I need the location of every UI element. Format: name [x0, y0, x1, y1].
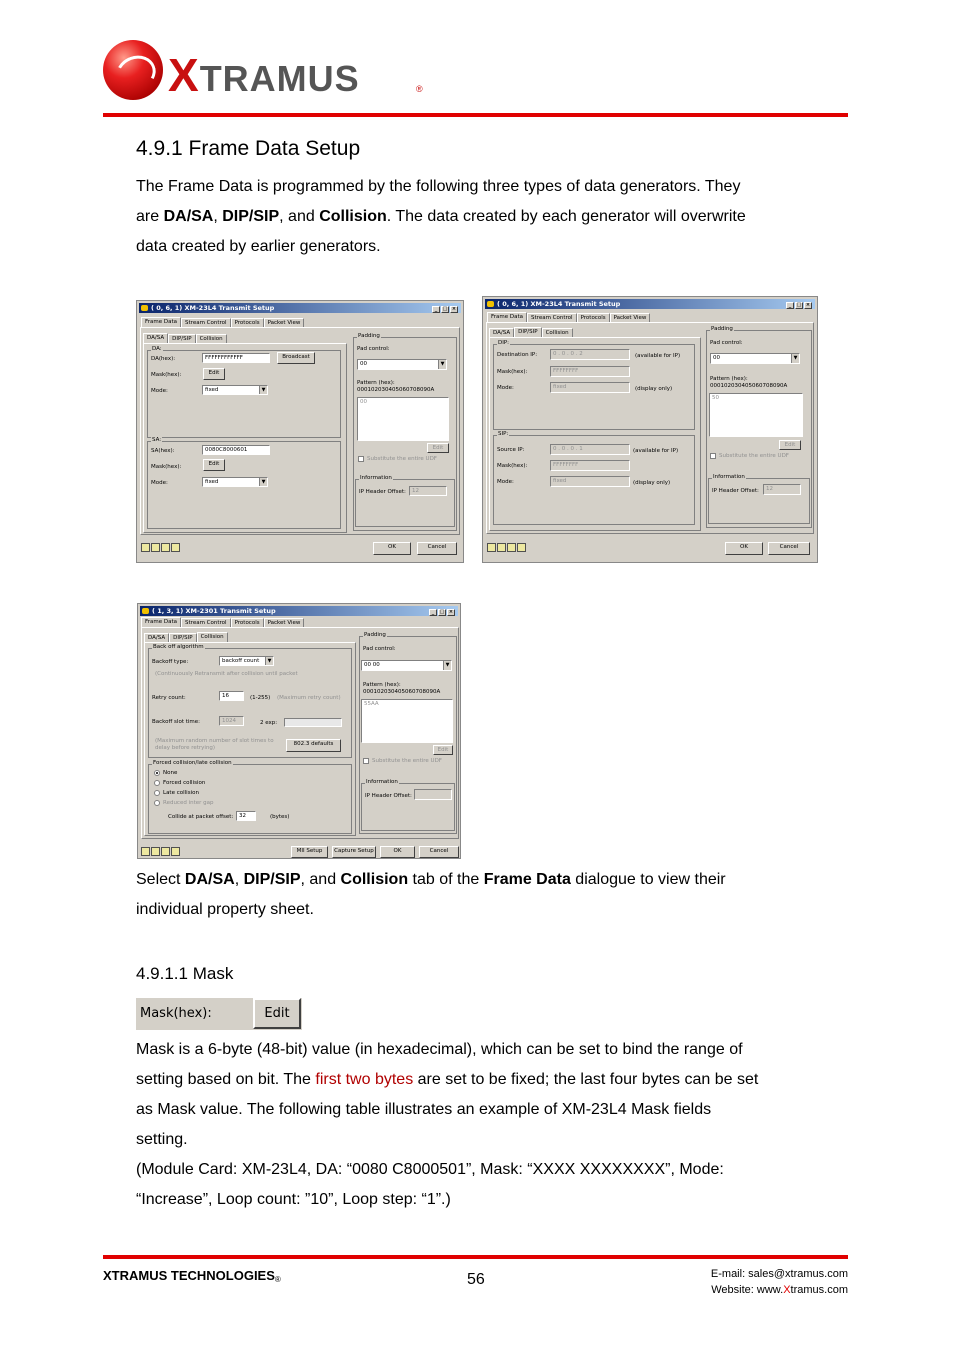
defaults-802-3-button[interactable]: 802.3 defaults [286, 739, 341, 752]
radio-late-collision-label: Late collision [163, 790, 199, 796]
backoff-type-select[interactable]: backoff count ▼ [219, 656, 274, 666]
mask-paragraph: Mask is a 6-byte (48-bit) value (in hexadecimal), which can be set to bind the range of setting based on bit. The first two bytes are set to be fixed; the last four bytes can be set as Mask value. The following table illustrates an example of XM-23L4 Mask fields setting. (Module Card: XM-23L4, DA: “0080 C8000501”, Mask: “XXXX XXXXXXXX”, Mode: “Increase”, Loop count: ”10”, Loop step: “1”.) [136, 1041, 759, 1208]
maximize-button[interactable]: □ [439, 609, 445, 615]
collide-bytes-label: (bytes) [270, 814, 290, 820]
tab-packet-view[interactable]: Packet View [264, 618, 305, 627]
max-random-note: (Maximum random number of slot times to [155, 738, 274, 744]
da-group: DA: [147, 350, 341, 438]
pattern-textarea[interactable]: 50 [709, 393, 803, 437]
sa-mode-label: Mode: [151, 480, 168, 486]
save-as-icon[interactable] [507, 543, 516, 552]
save-as-icon[interactable] [161, 543, 170, 552]
pad-control-select[interactable]: 00 ▼ [710, 353, 800, 364]
footer-website: Website: www.Xtramus.com [711, 1284, 848, 1296]
dip-group: DIP: [493, 344, 695, 430]
subtab-dasa[interactable]: DA/SA [143, 333, 168, 343]
padding-group: Padding [359, 636, 457, 834]
minimize-button[interactable]: _ [429, 609, 437, 616]
open-file-icon[interactable] [487, 543, 496, 552]
close-button[interactable]: × [448, 609, 454, 615]
sip-mask-label: Mask(hex): [497, 463, 528, 469]
sa-hex-field[interactable]: 0080C8000601 [202, 445, 270, 455]
subtab-collision[interactable]: Collision [197, 632, 228, 642]
slot-time-field[interactable]: 1024 [219, 716, 244, 726]
ip-header-offset-label: IP Header Offset: [359, 489, 406, 495]
mask-edit-button[interactable]: Edit [253, 998, 301, 1029]
tab-frame-data[interactable]: Frame Data [141, 617, 181, 627]
dest-ip-note: (available for IP) [635, 353, 681, 359]
dip-mask-field[interactable]: FFFFFFFF [550, 366, 630, 377]
chevron-down-icon[interactable]: ▼ [259, 386, 267, 394]
sip-mode-note: (display only) [633, 480, 671, 486]
minimize-button[interactable]: _ [786, 302, 794, 309]
dest-ip-field[interactable]: 0 . 0 . 0 . 2 [550, 349, 630, 360]
pad-control-select[interactable]: 00 ▼ [357, 359, 447, 370]
radio-reduced-gap[interactable] [154, 800, 160, 806]
ok-button[interactable]: OK [380, 846, 415, 858]
transmit-setup-window-dipsip [482, 296, 818, 563]
load-icon[interactable] [517, 543, 526, 552]
pattern-value: 000102030405060708090A [357, 387, 435, 393]
app-icon [141, 305, 148, 311]
padding-group: Padding [706, 330, 812, 528]
open-file-icon[interactable] [141, 847, 150, 856]
subtab-dipsip[interactable]: DIP/SIP [514, 327, 541, 337]
header-rule [103, 113, 848, 117]
information-group: Information [355, 479, 455, 527]
logo-wordmark: XTRAMUS [168, 49, 360, 101]
subtab-dasa[interactable]: DA/SA [489, 328, 514, 337]
save-file-icon[interactable] [151, 847, 160, 856]
footer-rule [103, 1255, 848, 1259]
tab-stream-control[interactable]: Stream Control [527, 313, 577, 322]
backoff-group: Back off algorithm [148, 648, 352, 758]
dip-mode-field[interactable]: fixed [550, 382, 630, 393]
sa-group: SA: [147, 441, 341, 529]
ip-header-offset-field[interactable]: 12 [409, 486, 447, 496]
subtab-collision[interactable]: Collision [542, 328, 573, 337]
retry-max-note: (Maximum retry count) [277, 695, 341, 701]
tab-packet-view[interactable]: Packet View [264, 318, 305, 327]
tab-stream-control[interactable]: Stream Control [181, 618, 231, 627]
radio-none-label: None [163, 770, 178, 776]
window-titlebar: ( 0, 6, 1) XM-23L4 Transmit Setup _ □ × [485, 299, 815, 309]
window-titlebar: ( 1, 3, 1) XM-2301 Transmit Setup _ □ × [140, 606, 458, 616]
footer-company: XTRAMUS TECHNOLOGIES® [103, 1268, 281, 1284]
pattern-label: Pattern (hex): [710, 376, 748, 382]
mii-setup-button[interactable]: MII Setup [291, 846, 328, 858]
pattern-label: Pattern (hex): [357, 380, 395, 386]
padding-group: Padding [353, 337, 457, 531]
ok-button[interactable]: OK [373, 542, 411, 555]
ok-button[interactable]: OK [725, 542, 763, 555]
chevron-down-icon[interactable]: ▼ [791, 354, 799, 363]
pad-control-select[interactable]: 00 00 ▼ [361, 660, 452, 671]
footer-contact [711, 1266, 848, 1298]
collide-offset-label: Collide at packet offset: [168, 814, 234, 820]
substitute-label: Substitute the entire UDF [719, 453, 789, 459]
minimize-button[interactable]: _ [432, 306, 440, 313]
subtab-dipsip[interactable]: DIP/SIP [169, 633, 196, 642]
mask-hex-label: Mask(hex): [140, 1006, 212, 1021]
pad-control-label: Pad control: [710, 340, 743, 346]
chevron-down-icon[interactable]: ▼ [438, 360, 446, 369]
substitute-checkbox[interactable] [363, 758, 369, 764]
open-file-icon[interactable] [141, 543, 150, 552]
tab-frame-data[interactable]: Frame Data [487, 312, 527, 322]
da-hex-label: DA(hex): [151, 356, 176, 362]
broadcast-button[interactable]: Broadcast [277, 352, 315, 364]
tab-frame-data[interactable]: Frame Data [141, 317, 181, 327]
subtab-dipsip[interactable]: DIP/SIP [168, 334, 195, 343]
tab-protocols[interactable]: Protocols [577, 313, 610, 322]
substitute-checkbox[interactable] [358, 456, 364, 462]
retry-range-label: (1-255) [250, 695, 271, 701]
close-button[interactable]: × [805, 302, 811, 308]
mask-subsection-title: 4.9.1.1 Mask [136, 964, 234, 983]
chevron-down-icon[interactable]: ▼ [265, 657, 273, 665]
tab-protocols[interactable]: Protocols [231, 318, 264, 327]
radio-late-collision[interactable] [154, 790, 160, 796]
tab-protocols[interactable]: Protocols [231, 618, 264, 627]
dest-ip-label: Destination IP: [497, 352, 538, 358]
source-ip-note: (available for IP) [633, 448, 679, 454]
pattern-textarea[interactable]: 55AA [361, 699, 453, 743]
save-file-icon[interactable] [151, 543, 160, 552]
section-title: 4.9.1 Frame Data Setup [136, 137, 361, 160]
dip-mode-note: (display only) [635, 386, 673, 392]
save-as-icon[interactable] [161, 847, 170, 856]
ip-header-offset-label: IP Header Offset: [712, 488, 759, 494]
intro-paragraph: The Frame Data is programmed by the following three types of data generators. They are DA/SA, DIP/SIP, and Collision. The data created by each generator will overwrite data created by earlier generators. [136, 178, 746, 255]
pattern-edit-button[interactable]: Edit [779, 440, 801, 450]
information-group: Information [361, 783, 455, 831]
chevron-down-icon[interactable]: ▼ [443, 661, 451, 670]
window-titlebar: ( 0, 6, 1) XM-23L4 Transmit Setup _ □ × [139, 303, 461, 313]
chevron-down-icon[interactable]: ▼ [259, 478, 267, 486]
sip-group: SIP: [493, 435, 695, 525]
substitute-label: Substitute the entire UDF [367, 456, 437, 462]
app-icon [142, 608, 149, 614]
forced-collision-group: Forced collision/late collision [148, 764, 352, 834]
sa-hex-label: SA(hex): [151, 448, 175, 454]
retry-count-field[interactable]: 16 [219, 691, 244, 701]
subtab-collision[interactable]: Collision [196, 334, 227, 343]
pattern-edit-button[interactable]: Edit [427, 443, 449, 453]
dip-mode-label: Mode: [497, 385, 514, 391]
capture-setup-button[interactable]: Capture Setup [332, 846, 376, 858]
close-button[interactable]: × [451, 306, 457, 312]
substitute-checkbox[interactable] [710, 453, 716, 459]
load-icon[interactable] [171, 847, 180, 856]
source-ip-field[interactable]: 0 . 0 . 0 . 1 [550, 444, 630, 455]
save-file-icon[interactable] [497, 543, 506, 552]
backoff-continuous-note: (Continuously Retransmit after collision until packet [155, 671, 298, 677]
dip-mask-label: Mask(hex): [497, 369, 528, 375]
page-number: 56 [467, 1271, 485, 1288]
exp-slider[interactable] [284, 718, 342, 727]
logo-registered-mark: ® [416, 84, 423, 94]
sip-mode-field[interactable]: fixed [550, 476, 630, 487]
retry-count-label: Retry count: [152, 695, 186, 701]
ip-header-offset-label: IP Header Offset: [365, 793, 412, 799]
substitute-label: Substitute the entire UDF [372, 758, 442, 764]
sip-mask-field[interactable]: FFFFFFFF [550, 460, 630, 471]
radio-forced-collision[interactable] [154, 780, 160, 786]
sa-mask-edit-button[interactable]: Edit [203, 459, 225, 471]
radio-reduced-gap-label: Reduced inter gap [163, 800, 214, 806]
sip-mode-label: Mode: [497, 479, 514, 485]
collide-offset-field[interactable]: 32 [236, 811, 256, 821]
subtab-dasa[interactable]: DA/SA [144, 633, 169, 642]
sa-mode-select[interactable]: fixed ▼ [202, 477, 268, 487]
tab-packet-view[interactable]: Packet View [610, 313, 651, 322]
da-mask-edit-button[interactable]: Edit [203, 368, 225, 380]
source-ip-label: Source IP: [497, 447, 525, 453]
radio-forced-collision-label: Forced collision [163, 780, 206, 786]
pattern-label: Pattern (hex): [363, 682, 401, 688]
pattern-edit-button[interactable]: Edit [433, 745, 453, 755]
cancel-button[interactable]: Cancel [417, 542, 457, 555]
radio-none[interactable] [154, 770, 160, 776]
transmit-setup-window-dasa [136, 300, 464, 563]
load-icon[interactable] [171, 543, 180, 552]
footer-email: E-mail: sales@xtramus.com [710, 1268, 848, 1280]
maximize-button[interactable]: □ [442, 306, 448, 312]
exp-step-label: 2 exp: [260, 720, 278, 726]
ip-header-offset-field[interactable] [414, 789, 452, 800]
pad-control-label: Pad control: [357, 346, 390, 352]
delay-before-note: delay before retrying) [155, 745, 216, 751]
backoff-type-label: Backoff type: [152, 659, 189, 665]
transmit-setup-window-collision [137, 603, 461, 859]
pad-control-label: Pad control: [363, 646, 396, 652]
ip-header-offset-field[interactable]: 12 [763, 484, 801, 495]
select-tabs-paragraph: Select DA/SA, DIP/SIP, and Collision tab of the Frame Data dialogue to view their individual property sheet. [136, 871, 726, 918]
information-group: Information [708, 478, 810, 524]
tab-stream-control[interactable]: Stream Control [181, 318, 231, 327]
app-icon [487, 301, 494, 307]
sa-mask-label: Mask(hex): [151, 464, 182, 470]
maximize-button[interactable]: □ [796, 302, 802, 308]
pattern-textarea[interactable]: 00 [357, 397, 449, 441]
pattern-value: 000102030405060708090A [363, 689, 441, 695]
slot-time-label: Backoff slot time: [152, 719, 201, 725]
da-hex-field[interactable]: FFFFFFFFFFFF [202, 353, 270, 363]
da-mode-select[interactable]: fixed ▼ [202, 385, 268, 395]
cancel-button[interactable]: Cancel [768, 542, 810, 555]
da-mask-label: Mask(hex): [151, 372, 182, 378]
pattern-value: 000102030405060708090A [710, 383, 788, 389]
da-mode-label: Mode: [151, 388, 168, 394]
cancel-button[interactable]: Cancel [419, 846, 459, 858]
